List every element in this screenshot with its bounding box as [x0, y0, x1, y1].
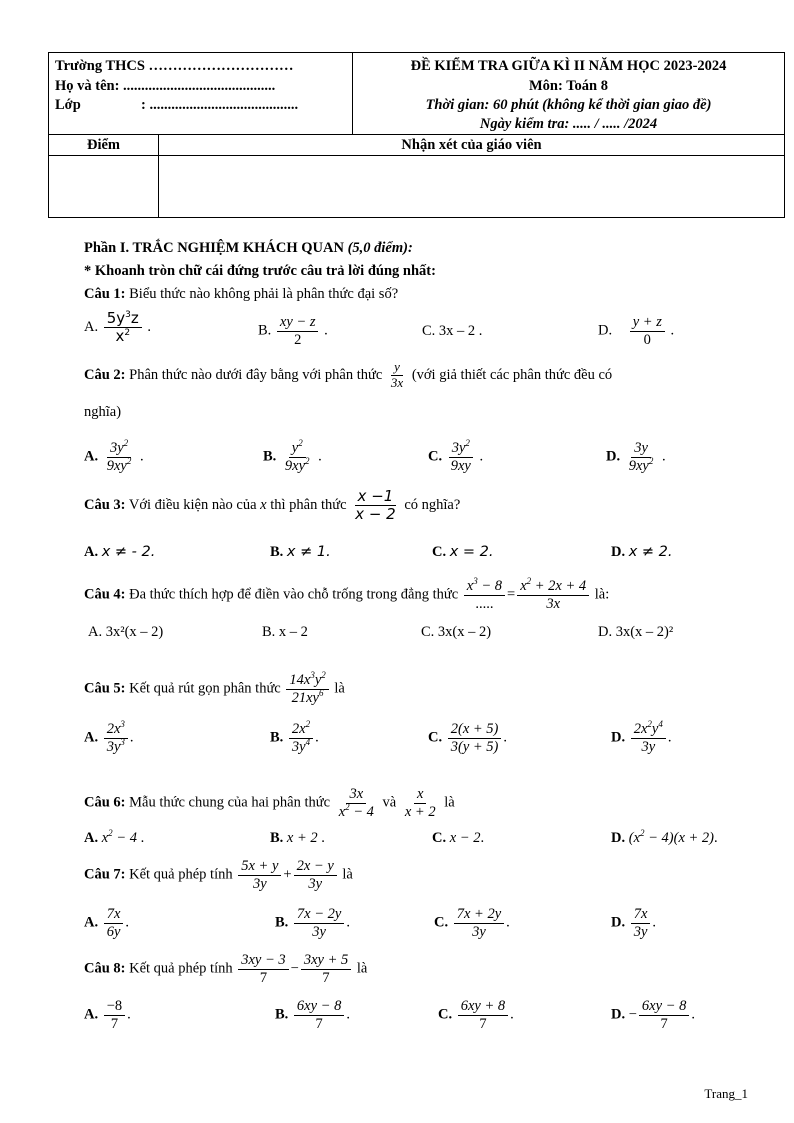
q8-option-c[interactable]: C. $\frac{6xy + 8}{7}$ . — [438, 998, 514, 1032]
q6-option-a[interactable]: A. $x^2 - 4$ . — [84, 828, 145, 846]
question-text: là — [342, 866, 353, 883]
question-text: (với giả thiết các phân thức đều có — [411, 366, 613, 383]
q5-option-b[interactable]: B. $\frac{2x^2}{3y^4}$ . — [270, 719, 319, 755]
fraction: $\frac{2x^2y^4}{3y}$ — [631, 721, 666, 755]
option-value: x ≠ 2. — [628, 544, 673, 560]
option-value: x ≠ - 2. — [101, 544, 156, 560]
fraction: $\frac{3y^2}{9xy^2}$ — [106, 438, 132, 474]
q6-option-c[interactable]: C. x − 2. — [432, 830, 485, 846]
fraction: $\frac{3xy - 3}{7}$ — [238, 952, 288, 986]
q8-option-d[interactable]: D. − $\frac{6xy - 8}{7}$ . — [611, 998, 695, 1032]
question-text: là: — [594, 586, 610, 603]
question-text: có nghĩa? — [404, 497, 461, 514]
part1-points: (5,0 điểm): — [347, 240, 413, 256]
teacher-comment-label: Nhận xét của giáo viên — [401, 137, 542, 153]
question-5 — [84, 672, 345, 706]
question-text: Kết quả phép tính — [129, 866, 233, 883]
fraction: $\frac{3y}{9xy^2}$ — [628, 440, 654, 474]
q6-option-d[interactable]: D. $(x^2 - 4)(x + 2)$. — [611, 828, 718, 846]
option-letter: B. — [263, 448, 277, 465]
question-text: Kết quả phép tính — [129, 960, 233, 977]
exam-time: Thời gian: 60 phút (không kể thời gian giao đề) — [425, 97, 712, 113]
fraction: $\frac{x^2 + 2x + 4}{3x}$ — [517, 578, 589, 612]
q1-option-a[interactable]: A. $\frac{5y^3z}{x^2}$ . — [84, 309, 152, 346]
option-letter: C. — [434, 914, 449, 931]
option-letter: D. — [611, 914, 626, 931]
score-label: Điểm — [86, 137, 120, 153]
question-8: Câu 8: Kết quả phép tính $\frac{3xy - 3}{7}$ − $\frac{3xy + 5}{7}$ là — [84, 952, 368, 986]
option-letter: D. — [611, 830, 626, 846]
q4-option-a[interactable]: A. 3x²(x – 2) — [88, 624, 164, 640]
option-value: x = 2. — [449, 544, 494, 560]
question-label: Câu 1: — [84, 286, 126, 302]
question-text: Đa thức thích hợp để điền vào chỗ trống trong đẳng thức — [129, 586, 459, 603]
q2-option-c[interactable]: C. $\frac{3y^2}{9xy}$ . — [428, 438, 484, 474]
option-letter: B. — [270, 729, 284, 746]
part1-title-text: Phần I. TRẮC NGHIỆM KHÁCH QUAN — [84, 240, 344, 256]
option-letter: B. — [270, 830, 284, 846]
fraction: $\frac{7x}{3y}$ — [631, 906, 651, 940]
fraction: $\frac{3x}{x^2 - 4}$ — [338, 786, 374, 820]
option-letter: B. — [270, 544, 284, 560]
q7-option-a[interactable]: A. $\frac{7x}{6y}$ . — [84, 906, 130, 940]
exam-date: Ngày kiểm tra: ..... / ..... /2024 — [479, 116, 658, 132]
q7-option-c[interactable]: C. $\frac{7x + 2y}{3y}$ . — [434, 906, 510, 940]
exam-subject: Môn: Toán 8 — [529, 78, 608, 94]
fraction: $\frac{2(x + 5)}{3(y + 5)}$ — [448, 721, 502, 755]
fraction: $\frac{y + z}{0}$ — [630, 314, 665, 348]
fraction: $\frac{14x^3y^2}{21xy^6}$ — [286, 672, 328, 706]
question-text: và — [382, 794, 397, 811]
header-divider — [49, 134, 784, 135]
q5-option-c[interactable]: C. $\frac{2(x + 5)}{3(y + 5)}$ . — [428, 721, 507, 755]
school-field: Trường THCS ………………………… — [55, 58, 294, 74]
option-letter: A. — [84, 729, 99, 746]
option-letter: B. — [275, 914, 289, 931]
question-text: là — [334, 680, 345, 697]
question-text: là — [356, 960, 368, 977]
question-1 — [84, 286, 398, 303]
part1-title — [84, 240, 413, 257]
class-label: Lớp — [55, 97, 81, 113]
q1-option-d[interactable]: D. $\frac{y + z}{0}$ . — [598, 314, 675, 348]
fraction: $\frac{x -1}{x - 2}$ — [355, 487, 396, 524]
class-field — [55, 96, 299, 115]
fraction: $\frac{3xy + 5}{7}$ — [301, 952, 351, 986]
fraction: $\frac{2x - y}{3y}$ — [294, 858, 337, 892]
option-letter: C. — [438, 1006, 453, 1023]
question-6 — [84, 786, 455, 820]
q4-option-c[interactable]: C. 3x(x – 2) — [421, 624, 492, 640]
q7-option-d[interactable]: D. $\frac{7x}{3y}$ . — [611, 906, 657, 940]
option-letter: B. — [275, 1006, 289, 1023]
question-text: Phân thức nào dưới đây bằng với phân thức — [129, 366, 383, 383]
fraction: $\frac{y^2}{9xy^2}$ — [284, 438, 310, 474]
option-letter: C. — [432, 544, 447, 560]
q7-option-b[interactable]: B. $\frac{7x - 2y}{3y}$ . — [275, 906, 350, 940]
option-letter: C. — [428, 729, 443, 746]
question-label: Câu 4: — [84, 586, 126, 603]
fraction: $\frac{xy - z}{2}$ — [277, 314, 319, 348]
fraction: $\frac{5x + y}{3y}$ — [238, 858, 281, 892]
question-label: Câu 6: — [84, 794, 126, 811]
question-2-cont: nghĩa) — [84, 404, 122, 420]
q5-option-a[interactable]: A. $\frac{2x^3}{3y^3}$ . — [84, 719, 134, 755]
q1-option-b[interactable]: B. $\frac{xy - z}{2}$ . — [258, 314, 328, 348]
exam-header-table — [48, 52, 785, 218]
q4-option-d[interactable]: D. 3x(x – 2)² — [598, 624, 674, 640]
question-text: Mẫu thức chung của hai phân thức — [129, 794, 331, 811]
option-letter: A. — [84, 914, 99, 931]
fraction: $\frac{-8}{7}$ — [104, 998, 125, 1032]
option-letter: A. — [84, 319, 99, 336]
q2-option-a[interactable]: A. $\frac{3y^2}{9xy^2}$ . — [84, 438, 144, 474]
fraction: $\frac{x^3 - 8}{.....}$ — [464, 578, 505, 612]
fraction: $\frac{3y^2}{9xy}$ — [448, 440, 474, 474]
fraction: $\frac{7x + 2y}{3y}$ — [454, 906, 504, 940]
question-3 — [84, 488, 460, 524]
question-4: Câu 4: Đa thức thích hợp để điền vào chỗ trống trong đẳng thức $\frac{x^3 - 8}{.....}$ = $\frac{x^2 + 2x + 4}{3x}$ là: — [84, 576, 610, 612]
option-value: x ≠ 1. — [286, 544, 331, 560]
q3-option-d[interactable] — [611, 544, 673, 561]
fraction: $\frac{y}{3x}$ — [390, 359, 404, 390]
question-variable: x — [260, 497, 267, 514]
q3-option-b[interactable] — [270, 544, 331, 561]
question-label: Câu 5: — [84, 680, 126, 697]
question-text: Kết quả rút gọn phân thức — [129, 680, 281, 697]
option-letter: D. — [611, 729, 626, 746]
q6-option-b[interactable]: B. x + 2 . — [270, 830, 325, 846]
name-field: Họ và tên: .......................................... — [55, 78, 276, 94]
q2-option-d[interactable]: D. $\frac{3y}{9xy^2}$ . — [606, 440, 666, 474]
fraction: $\frac{2x^2}{3y^4}$ — [289, 721, 313, 755]
question-text: là — [444, 794, 455, 811]
question-text: thì phân thức — [270, 497, 347, 514]
option-letter: A. — [84, 544, 99, 560]
fraction: $\frac{6xy - 8}{7}$ — [639, 998, 689, 1032]
option-letter: C. — [432, 830, 447, 846]
fraction: $\frac{5y^3z}{x^2}$ — [104, 310, 142, 346]
question-label: Câu 2: — [84, 366, 126, 383]
q8-option-a[interactable]: A. $\frac{-8}{7}$ . — [84, 998, 131, 1032]
option-letter: A. — [84, 830, 99, 846]
exam-title: ĐỀ KIỂM TRA GIỮA KÌ II NĂM HỌC 2023-2024 — [410, 58, 727, 74]
q5-option-d[interactable]: D. $\frac{2x^2y^4}{3y}$ . — [611, 719, 672, 755]
option-letter: D. — [611, 544, 626, 560]
option-letter: C. — [428, 448, 443, 465]
fraction: $\frac{7x - 2y}{3y}$ — [294, 906, 344, 940]
q4-option-b[interactable]: B. x – 2 — [262, 624, 308, 640]
option-letter: D. — [606, 448, 621, 465]
option-letter: D. — [611, 1006, 626, 1023]
q8-option-b[interactable]: B. $\frac{6xy - 8}{7}$ . — [275, 998, 350, 1032]
class-dots: : ......................................... — [141, 97, 299, 113]
option-letter: A. — [84, 448, 99, 465]
fraction: $\frac{2x^3}{3y^3}$ — [104, 721, 128, 755]
question-label: Câu 8: — [84, 960, 126, 977]
q3-option-a[interactable] — [84, 544, 155, 561]
q1-option-c[interactable]: C. 3x – 2 . — [422, 323, 483, 339]
header-divider — [49, 155, 784, 156]
fraction: $\frac{x}{x + 2}$ — [404, 786, 436, 820]
fraction: $\frac{6xy - 8}{7}$ — [294, 998, 344, 1032]
question-2 — [84, 360, 612, 391]
option-letter: D. — [598, 322, 613, 339]
question-label: Câu 3: — [84, 497, 126, 514]
q3-option-c[interactable] — [432, 544, 494, 561]
question-7: Câu 7: Kết quả phép tính $\frac{5x + y}{3y}$ + $\frac{2x - y}{3y}$ là — [84, 858, 353, 892]
part1-instruction: * Khoanh tròn chữ cái đứng trước câu trả lời đúng nhất: — [84, 263, 436, 279]
page-number: Trang_1 — [704, 1086, 748, 1101]
question-text: Với điều kiện nào của — [128, 497, 257, 514]
option-letter: A. — [84, 1006, 99, 1023]
question-label: Câu 7: — [84, 866, 126, 883]
q2-option-b[interactable]: B. $\frac{y^2}{9xy^2}$ . — [263, 438, 322, 474]
option-letter: B. — [258, 322, 272, 339]
question-text: Biểu thức nào không phải là phân thức đại số? — [129, 286, 399, 302]
fraction: $\frac{7x}{6y}$ — [104, 906, 124, 940]
fraction: $\frac{6xy + 8}{7}$ — [458, 998, 508, 1032]
